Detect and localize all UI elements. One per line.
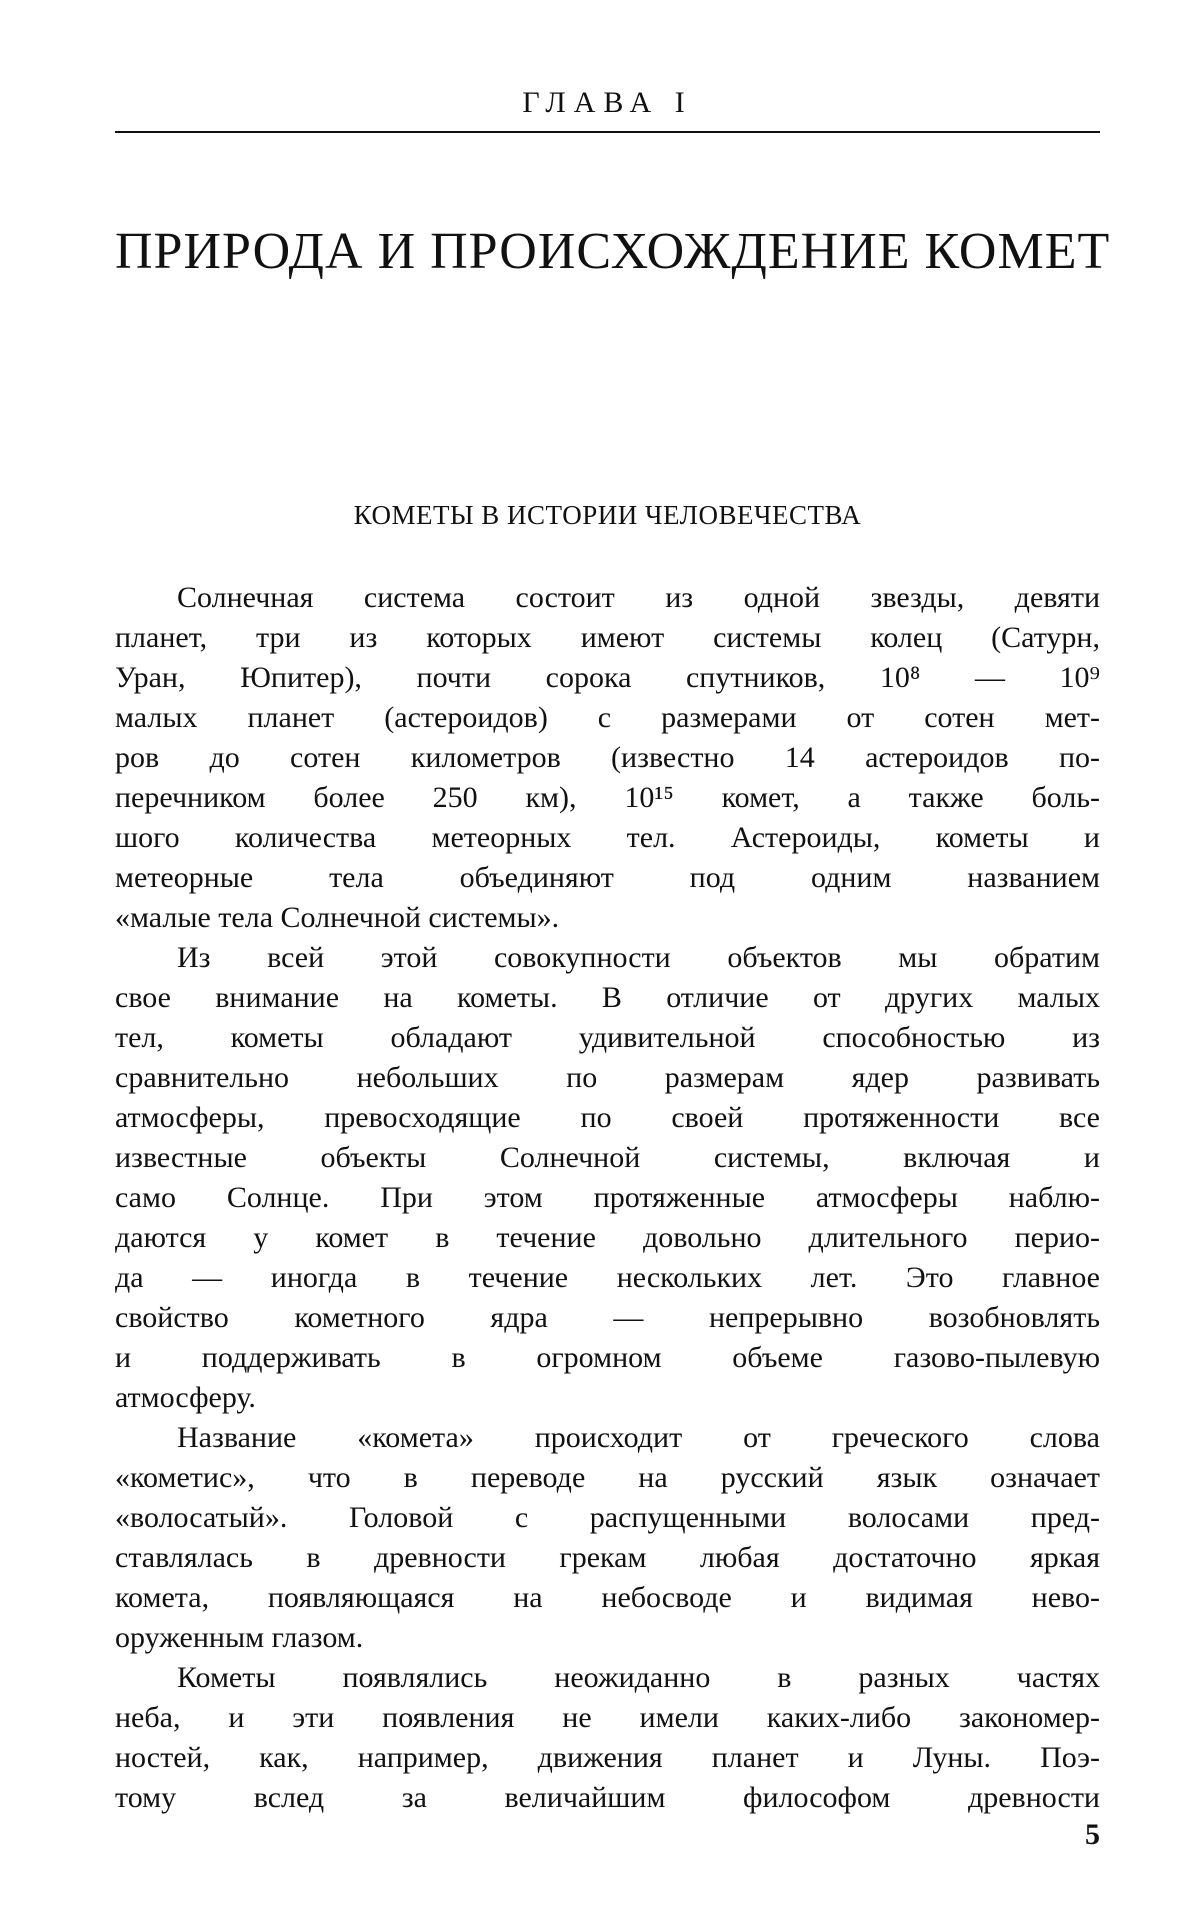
text-line: атмосферу. [115,1381,256,1414]
text-line: известные объекты Солнечной системы, включая и [115,1141,1100,1174]
text-line: и поддерживать в огромном объеме газово-пылевую [115,1341,1100,1374]
page-number: 5 [1085,1818,1100,1851]
paragraph [115,1418,1100,1658]
text-line: «волосатый». Головой с распущенными волосами пред- [115,1501,1100,1534]
text-line: ностей, как, например, движения планет и Луны. Поэ- [115,1741,1100,1774]
text-line: «малые тела Солнечной системы». [115,901,560,934]
text-line: тел, кометы обладают удивительной способностью из [115,1021,1100,1054]
text-line: да — иногда в течение нескольких лет. Это главное [115,1261,1100,1294]
text-line: Кометы появлялись неожиданно в разных частях [177,1661,1100,1694]
text-line: перечником более 250 км), 10¹⁵ комет, а также боль- [115,781,1100,814]
header-rule [115,131,1100,133]
text-line: комета, появляющаяся на небосводе и видимая нево- [115,1581,1100,1614]
body-text [115,578,1100,1818]
text-line: само Солнце. При этом протяженные атмосферы наблю- [115,1181,1100,1214]
text-line: Уран, Юпитер), почти сорока спутников, 10⁸ — 10⁹ [115,661,1100,694]
text-line: тому вслед за величайшим философом древности [115,1781,1100,1814]
text-line: шого количества метеорных тел. Астероиды, кометы и [115,821,1100,854]
text-line: ров до сотен километров (известно 14 астероидов по- [115,741,1100,774]
text-line: Солнечная система состоит из одной звезды, девяти [177,581,1100,614]
text-line: оруженным глазом. [115,1621,364,1654]
text-line: планет, три из которых имеют системы колец (Сатурн, [115,621,1100,654]
text-line: малых планет (астероидов) с размерами от сотен мет- [115,701,1100,734]
text-line: «кометис», что в переводе на русский язык означает [115,1461,1100,1494]
text-line: Из всей этой совокупности объектов мы обратим [177,941,1100,974]
running-head: ГЛАВА I [522,86,693,119]
text-line: неба, и эти появления не имели каких-либо закономер- [115,1701,1100,1734]
text-line: атмосферы, превосходящие по своей протяженности все [115,1101,1100,1134]
text-line: Название «комета» происходит от греческого слова [177,1421,1100,1454]
text-line: ставлялась в древности грекам любая достаточно яркая [115,1541,1100,1574]
paragraph [115,578,1100,938]
paragraph [115,938,1100,1418]
text-line: свое внимание на кометы. В отличие от других малых [115,981,1100,1014]
text-line: метеорные тела объединяют под одним названием [115,861,1100,894]
section-title: КОМЕТЫ В ИСТОРИИ ЧЕЛОВЕЧЕСТВА [353,500,862,530]
text-line: сравнительно небольших по размерам ядер развивать [115,1061,1100,1094]
chapter-title: ПРИРОДА И ПРОИСХОЖДЕНИЕ КОМЕТ [115,223,1111,280]
book-page [115,0,1111,1928]
paragraph [115,1658,1100,1818]
text-line: свойство кометного ядра — непрерывно возобновлять [115,1301,1100,1334]
text-line: даются у комет в течение довольно длительного перио- [115,1221,1100,1254]
